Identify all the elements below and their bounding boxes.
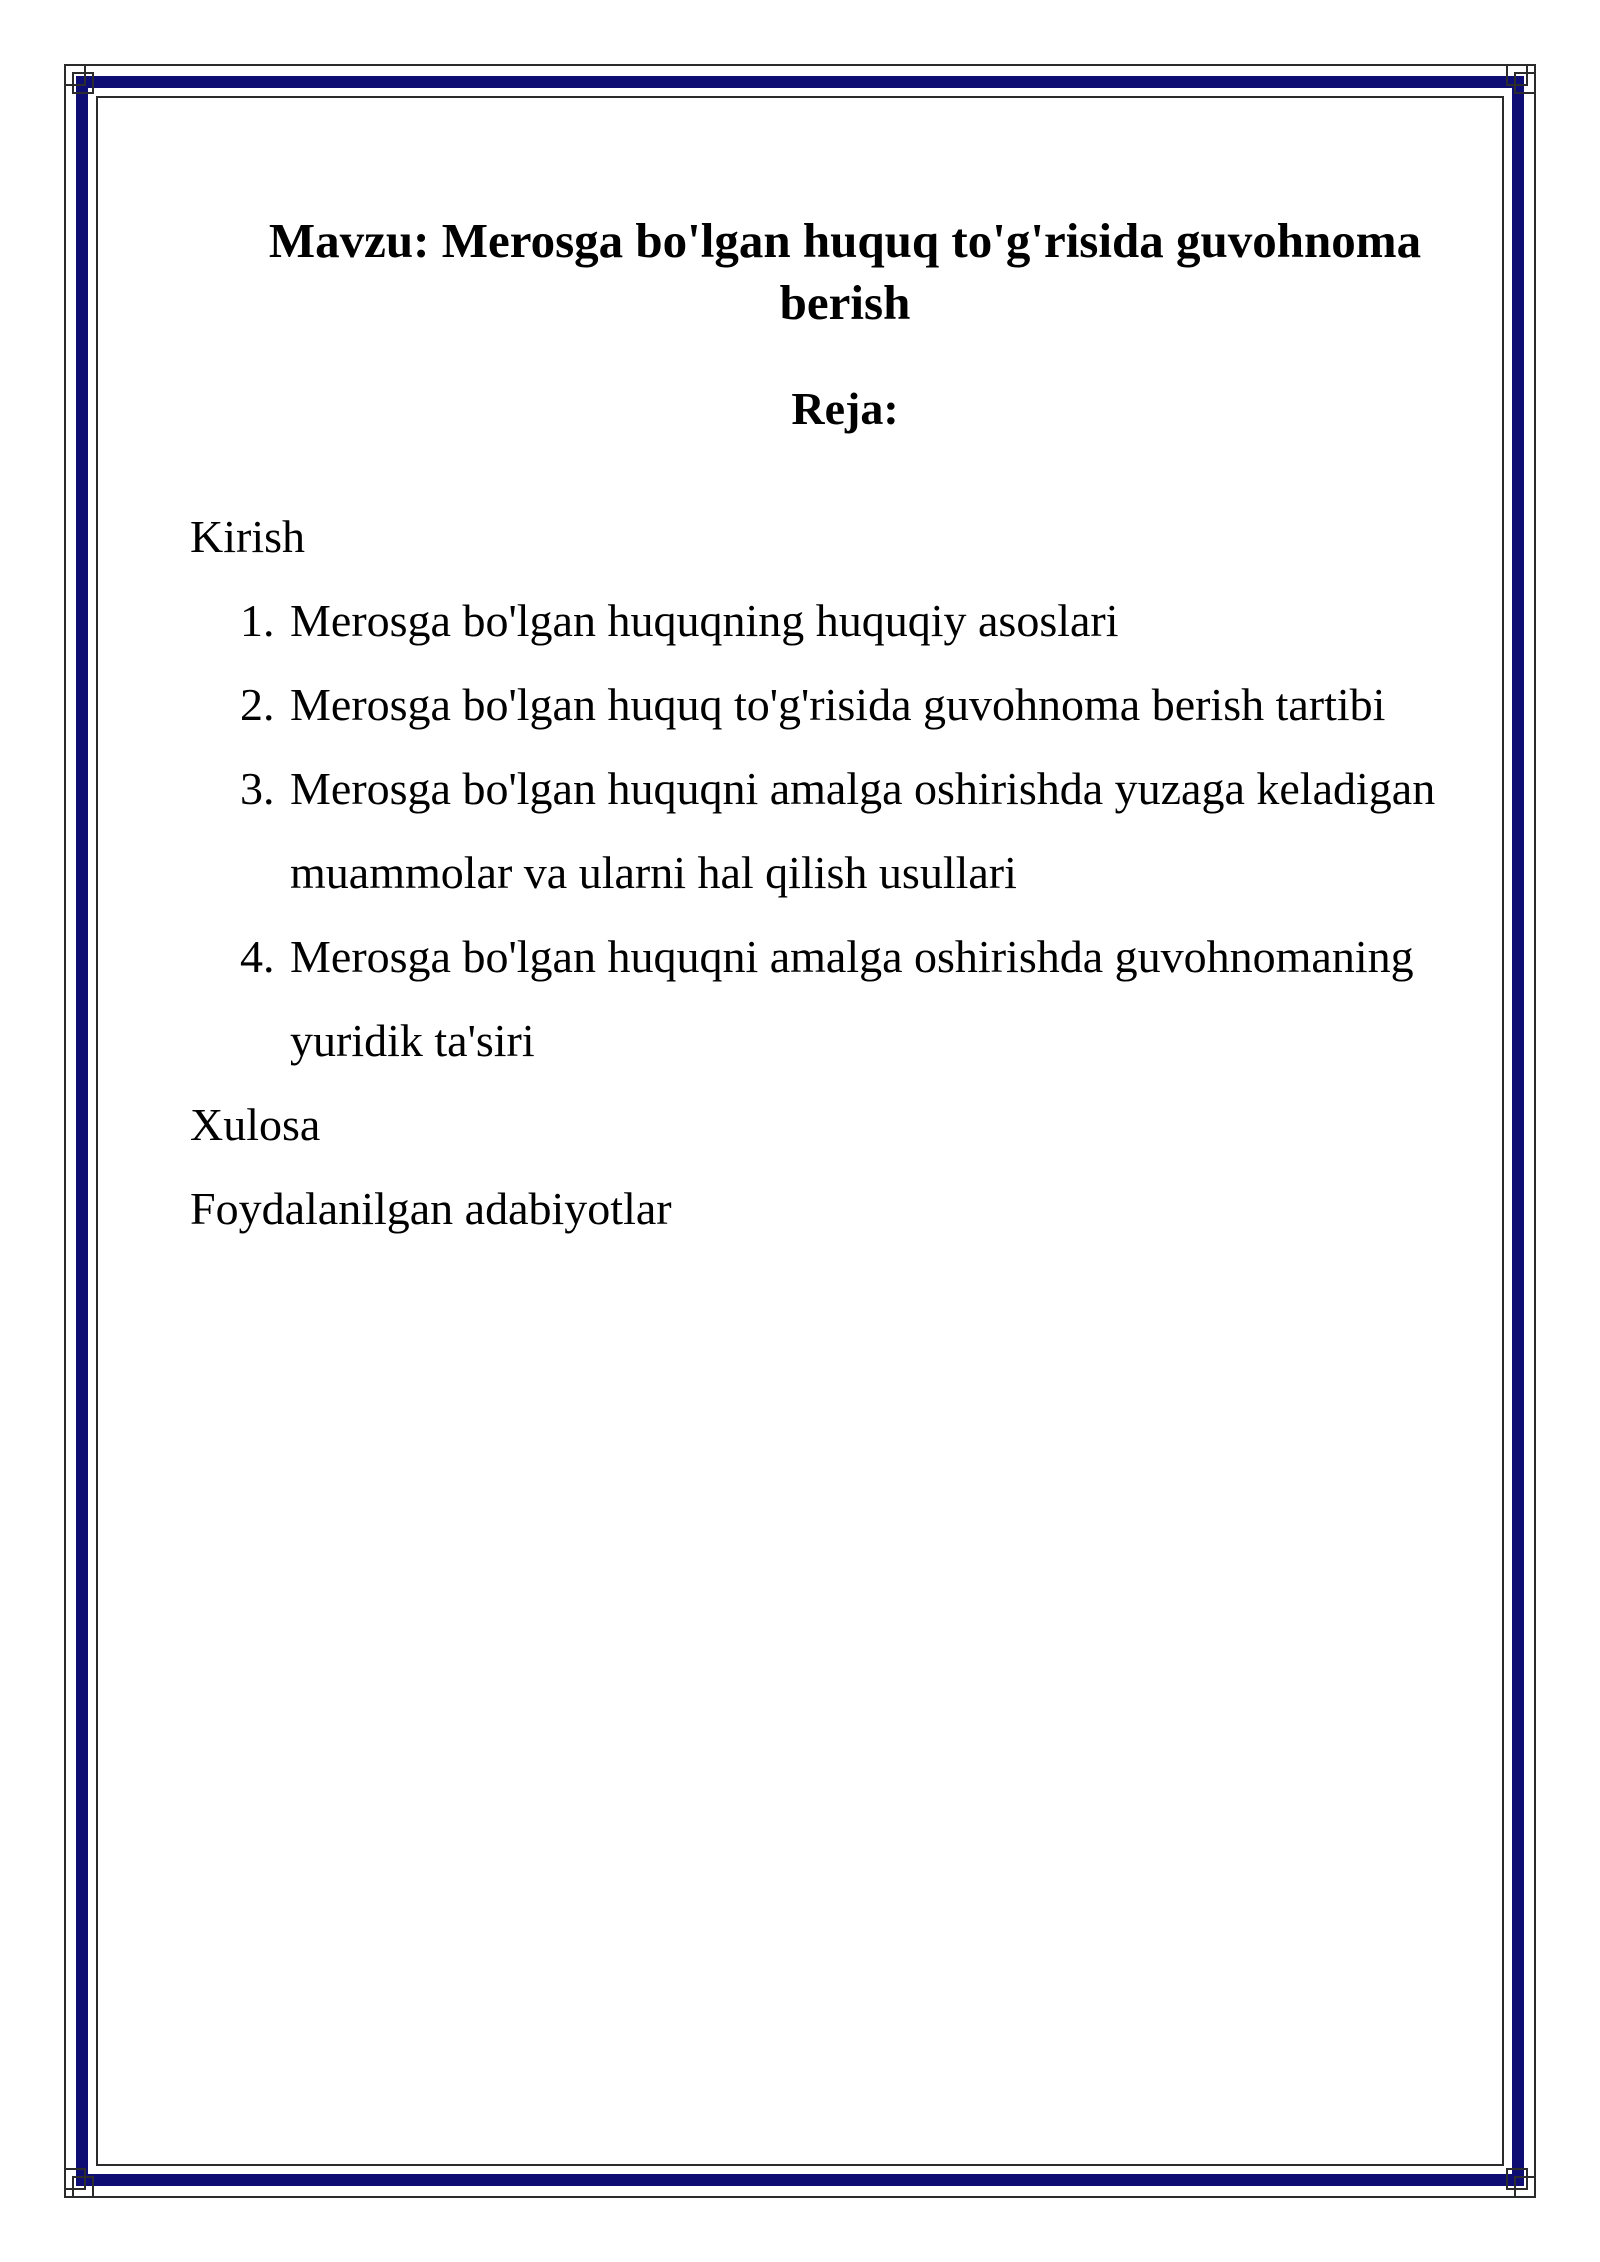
- plan-item-number: 4.: [240, 931, 275, 982]
- plan-item-3: [190, 747, 1480, 915]
- plan-item-4: [190, 915, 1480, 1083]
- plan-item-2: [190, 663, 1480, 747]
- plan-intro: Kirish: [190, 511, 305, 562]
- plan-references: Foydalanilgan adabiyotlar: [190, 1183, 672, 1234]
- plan-item-text: Merosga bo'lgan huquqni amalga oshirishda guvohnomaning yuridik ta'siri: [290, 931, 1414, 1066]
- plan-item-text: Merosga bo'lgan huquqning huquqiy asoslari: [290, 595, 1119, 646]
- corner-ornament-top-right: [1506, 64, 1536, 94]
- document-title: Mavzu: Merosga bo'lgan huquq to'g'risida guvohnoma berish: [268, 213, 1422, 330]
- plan-item-text: Merosga bo'lgan huquqni amalga oshirishda yuzaga keladigan muammolar va ularni hal qilish usullari: [290, 763, 1436, 898]
- plan-conclusion: Xulosa: [190, 1099, 321, 1150]
- plan-item-text: Merosga bo'lgan huquq to'g'risida guvohnoma berish tartibi: [290, 679, 1386, 730]
- corner-ornament-bottom-right: [1506, 2168, 1536, 2198]
- plan-item-1: [190, 579, 1480, 663]
- plan-section: [190, 495, 1480, 1251]
- plan-list: [190, 579, 1480, 1083]
- corner-ornament-bottom-left: [64, 2168, 94, 2198]
- plan-item-number: 2.: [240, 679, 275, 730]
- plan-item-number: 3.: [240, 763, 275, 814]
- plan-item-number: 1.: [240, 595, 275, 646]
- corner-ornament-top-left: [64, 64, 94, 94]
- document-content: [190, 210, 1480, 1251]
- plan-heading: Reja:: [791, 383, 899, 434]
